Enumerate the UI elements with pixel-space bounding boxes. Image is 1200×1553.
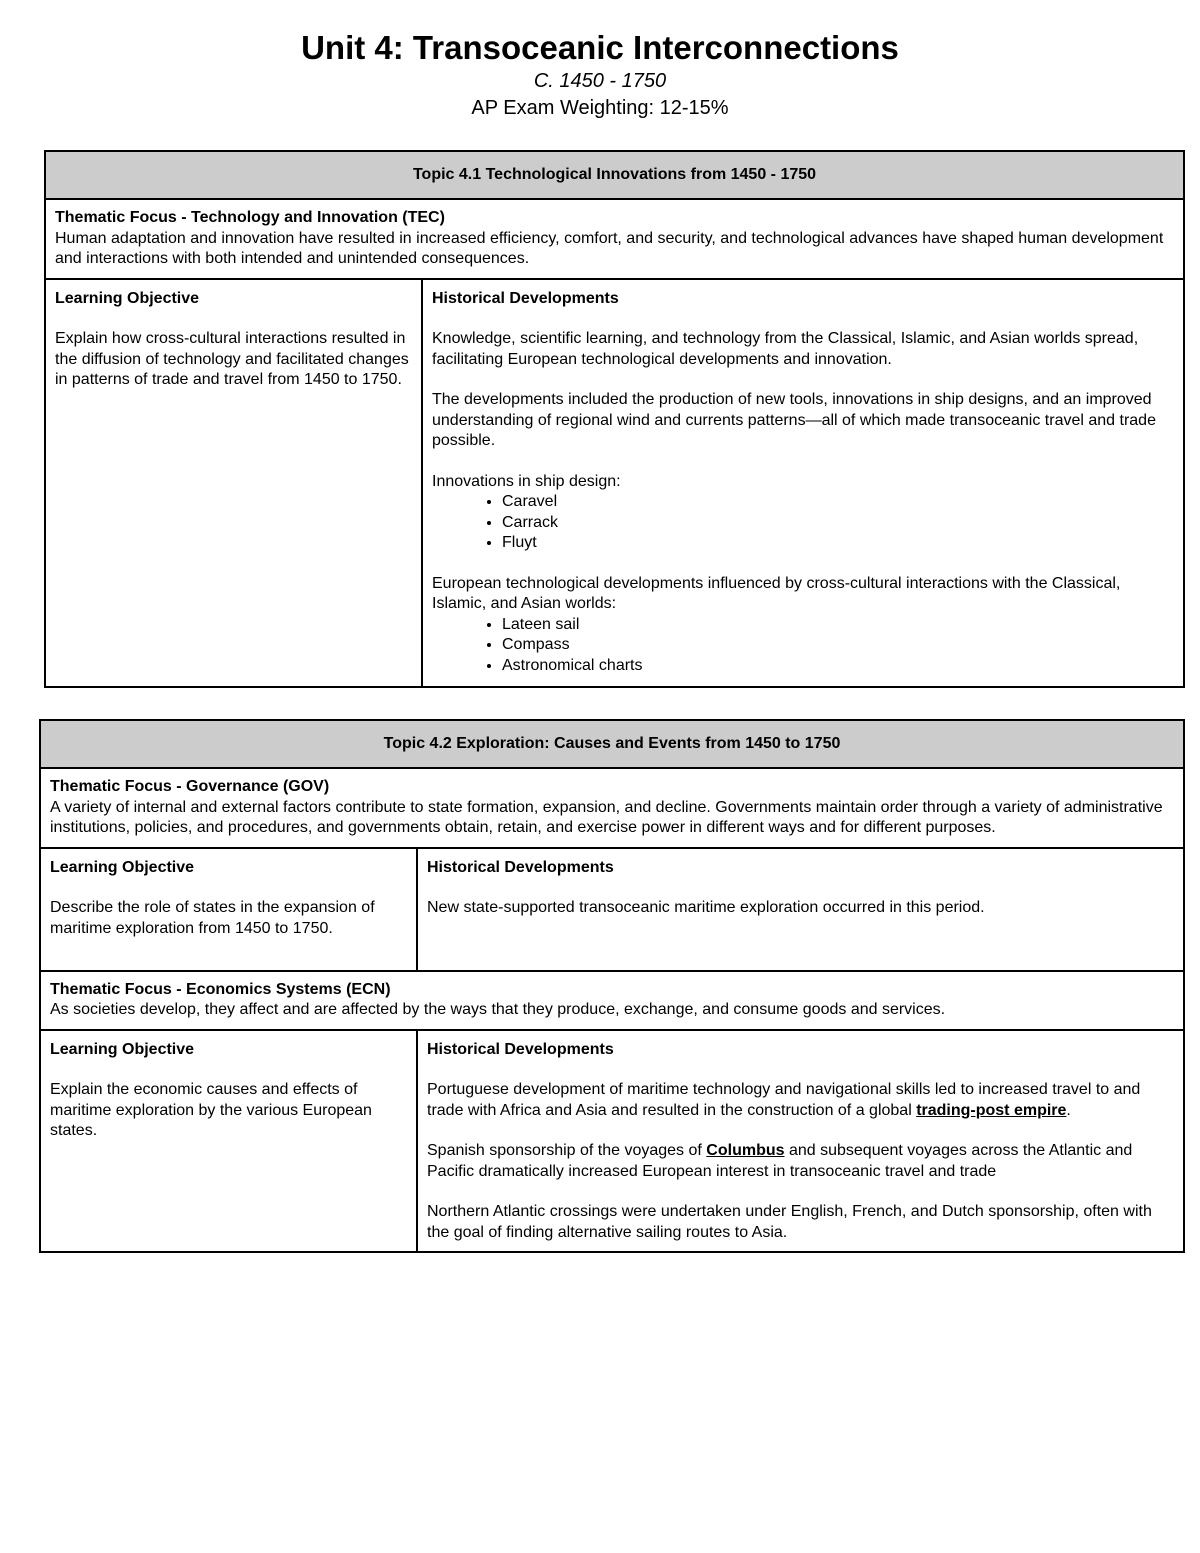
list-item: • Carrack bbox=[502, 513, 1173, 534]
focus-heading: Thematic Focus - Governance (GOV) bbox=[50, 778, 330, 795]
historical-developments-cell bbox=[417, 1030, 1184, 1253]
learning-objective-heading: Learning Objective bbox=[55, 289, 200, 307]
learning-objective-cell bbox=[45, 279, 422, 687]
learning-objective-heading: Learning Objective bbox=[50, 1040, 195, 1058]
learning-objective-cell bbox=[40, 848, 417, 971]
learning-objective-text: Explain how cross-cultural interactions resulted in the diffusion of technology and facilitated changes in patterns of trade and travel from 1450 to 1750. bbox=[55, 330, 409, 388]
paragraph-text: Spanish sponsorship of the voyages of bbox=[427, 1142, 707, 1159]
learning-objective-text: Describe the role of states in the expansion of maritime exploration from 1450 to 1750. bbox=[50, 899, 375, 937]
paragraph-text: and subsequent voyages across the Atlantic and Pacific dramatically increased European interest in transoceanic travel and trade bbox=[427, 1142, 1133, 1180]
learning-objective-text: Explain the economic causes and effects of maritime exploration by the various European states. bbox=[50, 1081, 372, 1139]
unit-title: Unit 4: Transoceanic Interconnections bbox=[301, 29, 899, 66]
document-header bbox=[0, 28, 1200, 122]
key-term-trading-post-empire: trading-post empire bbox=[916, 1101, 1067, 1119]
list-item: • Compass bbox=[502, 635, 1173, 656]
development-paragraph: European technological developments influenced by cross-cultural interactions with the Classical, Islamic, and Asian worlds: bbox=[432, 574, 1121, 612]
focus-text: A variety of internal and external factors contribute to state formation, expansion, and decline. Governments maintain order through a variety of administrative institutions, policies, and procedures, and governments obtain, retain, and exercise power in different ways and for different purposes. bbox=[50, 798, 1163, 836]
exam-weighting: AP Exam Weighting: 12-15% bbox=[471, 97, 729, 119]
unit-date-range: C. 1450 - 1750 bbox=[533, 70, 667, 92]
topic-4-1-title: Topic 4.1 Technological Innovations from 1450 - 1750 bbox=[45, 151, 1184, 199]
historical-developments-heading: Historical Developments bbox=[432, 289, 619, 307]
paragraph-text: . bbox=[1066, 1101, 1071, 1119]
governance-thematic-focus bbox=[40, 768, 1184, 848]
economics-thematic-focus bbox=[40, 971, 1184, 1030]
focus-heading: Thematic Focus - Economics Systems (ECN) bbox=[50, 980, 391, 998]
historical-developments-heading: Historical Developments bbox=[427, 1040, 614, 1058]
list-item: • Lateen sail bbox=[502, 615, 1173, 636]
paragraph-text: Portuguese development of maritime technology and navigational skills led to increased travel to and trade with Africa and Asia and resulted in the construction of a global bbox=[427, 1081, 1141, 1119]
development-paragraph bbox=[427, 1141, 1173, 1182]
development-paragraph bbox=[427, 1080, 1173, 1121]
ship-design-list bbox=[432, 492, 1173, 554]
focus-text: As societies develop, they affect and are affected by the ways that they produce, exchange, and consume goods and services. bbox=[50, 1001, 946, 1018]
development-paragraph: The developments included the production of new tools, innovations in ship designs, and an improved understanding of regional wind and currents patterns—all of which made transoceanic travel and trade possible. bbox=[432, 391, 1156, 449]
focus-heading: Thematic Focus - Technology and Innovation (TEC) bbox=[55, 209, 445, 226]
development-paragraph: Northern Atlantic crossings were undertaken under English, French, and Dutch sponsorship, often with the goal of finding alternative sailing routes to Asia. bbox=[427, 1203, 1152, 1241]
topic-4-1-table bbox=[44, 150, 1185, 688]
topic-4-1-thematic-focus bbox=[45, 199, 1184, 279]
key-term-columbus: Columbus bbox=[706, 1142, 785, 1159]
focus-text: Human adaptation and innovation have resulted in increased efficiency, comfort, and security, and technological advances have shaped human development and interactions with both intended and unintended consequences. bbox=[55, 229, 1164, 267]
learning-objective-cell bbox=[40, 1030, 417, 1253]
development-paragraph: New state-supported transoceanic maritime exploration occurred in this period. bbox=[427, 899, 985, 916]
list-item: • Caravel bbox=[502, 492, 1173, 513]
list-item: • Astronomical charts bbox=[502, 656, 1173, 677]
topic-4-2-table bbox=[39, 719, 1185, 1253]
development-paragraph: Innovations in ship design: bbox=[432, 472, 621, 490]
influence-list bbox=[432, 615, 1173, 677]
learning-objective-heading: Learning Objective bbox=[50, 858, 195, 876]
development-paragraph: Knowledge, scientific learning, and technology from the Classical, Islamic, and Asian worlds spread, facilitating European technological developments and innovation. bbox=[432, 330, 1139, 368]
historical-developments-cell bbox=[422, 279, 1184, 687]
list-item: • Fluyt bbox=[502, 533, 1173, 554]
historical-developments-heading: Historical Developments bbox=[427, 858, 614, 876]
historical-developments-cell bbox=[417, 848, 1184, 971]
topic-4-2-title: Topic 4.2 Exploration: Causes and Events from 1450 to 1750 bbox=[40, 720, 1184, 768]
